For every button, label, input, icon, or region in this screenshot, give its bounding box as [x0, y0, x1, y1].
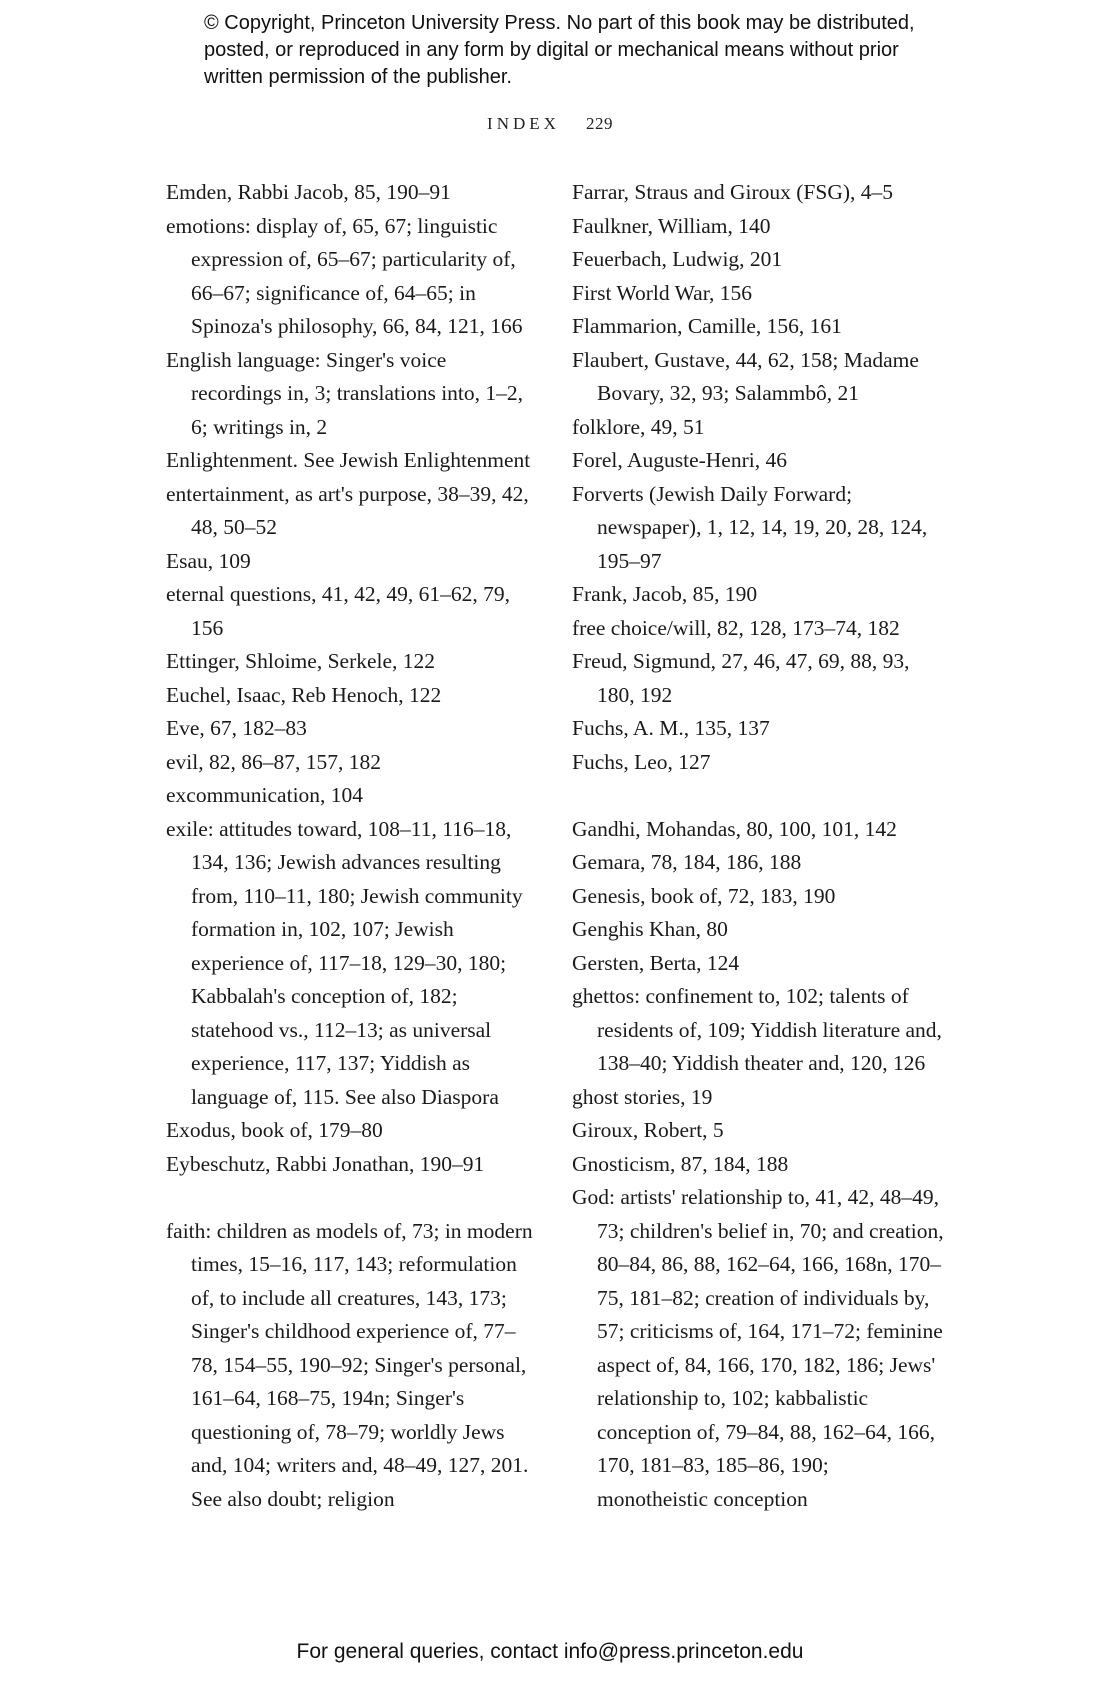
index-entry: Frank, Jacob, 85, 190 — [572, 582, 758, 606]
index-entry: Flammarion, Camille, 156, 161 — [572, 314, 842, 338]
copyright-notice: © Copyright, Princeton University Press. No part of this book may be distributed, posted, or reproduced in any form by digital or mechanical means without prior written permission of the publisher. — [204, 12, 915, 88]
index-entry: Forel, Auguste-Henri, 46 — [572, 448, 787, 472]
index-entry: Exodus, book of, 179–80 — [166, 1118, 383, 1142]
index-entry: Fuchs, A. M., 135, 137 — [572, 716, 770, 740]
running-head — [0, 114, 1100, 134]
index-entry: Emden, Rabbi Jacob, 85, 190–91 — [166, 180, 451, 204]
index-entry: Genesis, book of, 72, 183, 190 — [572, 883, 836, 908]
index-entry: Forverts (Jewish Daily Forward; newspaper), 1, 12, 14, 19, 20, 28, 124, 195–97 — [572, 481, 928, 573]
index-entry: Esau, 109 — [166, 548, 251, 573]
letter-section-gap — [166, 1181, 538, 1215]
index-entry: faith: children as models of, 73; in modern times, 15–16, 117, 143; reformulation of, to include all creatures, 143, 173; Singer's childhood experience of, 77–78, 154–55, 190–92; Singer's personal, 161–64, 168–75, 194n; Singer's questioning of, 78–79; worldly Jews and, 104; writers and, 48–49, 127, 201. See also doubt; religion — [166, 1218, 533, 1511]
index-entry: ghettos: confinement to, 102; talents of residents of, 109; Yiddish literature and, 138–40; Yiddish theater and, 120, 126 — [572, 984, 942, 1075]
index-entry: First World War, 156 — [572, 280, 753, 305]
index-entry: Gandhi, Mohandas, 80, 100, 101, 142 — [572, 816, 897, 841]
index-entry: English language: Singer's voice recordings in, 3; translations into, 1–2, 6; writings in, 2 — [166, 347, 524, 439]
letter-section-gap — [572, 779, 944, 813]
index-entry: emotions: display of, 65, 67; linguistic expression of, 65–67; particularity of, 66–67; significance of, 64–65; in Spinoza's philosophy, 66, 84, 121, 166 — [166, 213, 523, 338]
index-entry: Genghis Khan, 80 — [572, 917, 728, 941]
contact-footer: For general queries, contact info@press.princeton.edu — [296, 1640, 804, 1663]
index-entry: entertainment, as art's purpose, 38–39, 42, 48, 50–52 — [166, 481, 529, 539]
index-column-right — [572, 176, 944, 1516]
index-entry: ghost stories, 19 — [572, 1084, 713, 1109]
index-entry: Eve, 67, 182–83 — [166, 716, 307, 740]
index-entry: God: artists' relationship to, 41, 42, 48–49, 73; children's belief in, 70; and creation, 80–84, 86, 88, 162–64, 166, 168n, 170–75, 181–82; creation of individuals by, 57; criticisms of, 164, 171–72; feminine aspect of, 84, 166, 170, 182, 186; Jews' relationship to, 102; kabbalistic conception of, 79–84, 88, 162–64, 166, 170, 181–83, 185–86, 190; monotheistic conception — [572, 1185, 944, 1511]
index-entry: folklore, 49, 51 — [572, 414, 705, 439]
index-entry: Fuchs, Leo, 127 — [572, 749, 711, 774]
index-entry: Freud, Sigmund, 27, 46, 47, 69, 88, 93, 180, 192 — [572, 649, 910, 707]
index-entry: excommunication, 104 — [166, 783, 364, 807]
index-entry: Farrar, Straus and Giroux (FSG), 4–5 — [572, 180, 893, 204]
index-entry: Flaubert, Gustave, 44, 62, 158; Madame Bovary, 32, 93; Salammbô, 21 — [572, 347, 919, 405]
index-entry: Eybeschutz, Rabbi Jonathan, 190–91 — [166, 1151, 485, 1176]
index-entry: Ettinger, Shloime, Serkele, 122 — [166, 649, 436, 673]
page-number: 229 — [585, 114, 613, 133]
index-entry: Euchel, Isaac, Reb Henoch, 122 — [166, 682, 442, 707]
index-entry: free choice/will, 82, 128, 173–74, 182 — [572, 615, 900, 640]
index-entry: Giroux, Robert, 5 — [572, 1118, 724, 1142]
index-entry: Faulkner, William, 140 — [572, 213, 771, 238]
index-entry: Enlightenment. See Jewish Enlightenment — [166, 448, 531, 472]
index-entry: evil, 82, 86–87, 157, 182 — [166, 749, 381, 774]
index-entry: Gersten, Berta, 124 — [572, 950, 740, 975]
index-entry: exile: attitudes toward, 108–11, 116–18, 134, 136; Jewish advances resulting from, 110–11, 180; Jewish community formation in, 102, 107; Jewish experience of, 117–18, 129–30, 180; Kabbalah's conception of, 182; statehood vs., 112–13; as universal experience, 117, 137; Yiddish as language of, 115. See also Diaspora — [166, 816, 523, 1109]
index-entry: Feuerbach, Ludwig, 201 — [572, 247, 783, 271]
index-entry: eternal questions, 41, 42, 49, 61–62, 79, 156 — [166, 582, 510, 640]
index-entry: Gemara, 78, 184, 186, 188 — [572, 850, 802, 874]
index-column-left — [166, 176, 538, 1516]
running-head-label: INDEX — [487, 114, 560, 133]
index-entry: Gnosticism, 87, 184, 188 — [572, 1151, 789, 1176]
